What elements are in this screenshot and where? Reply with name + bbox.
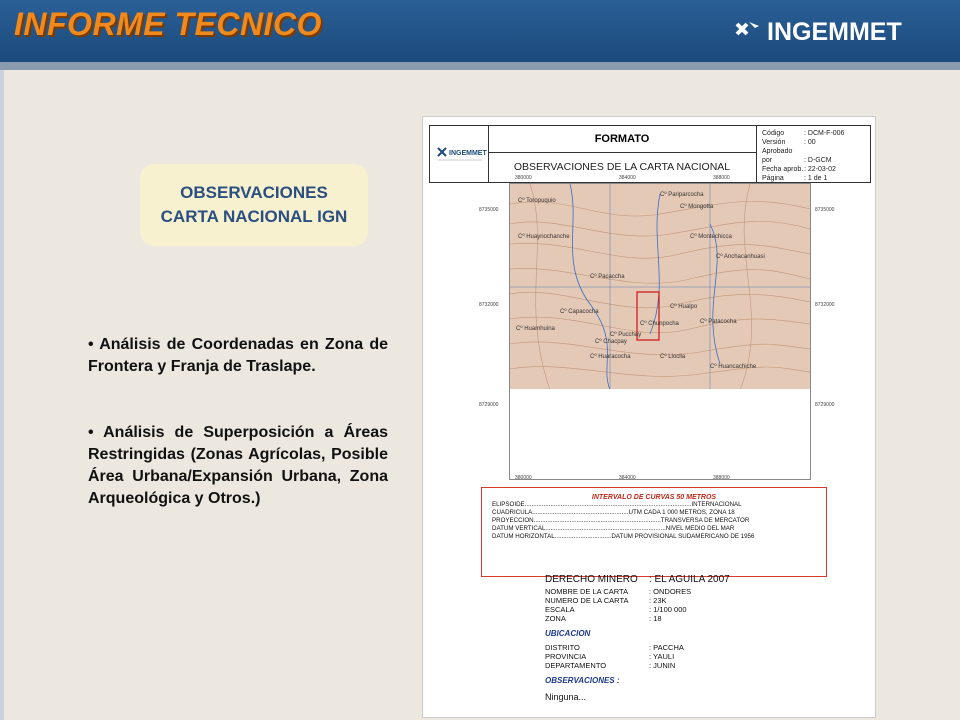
format-document: INGEMMET FORMATO OBSERVACIONES DE LA CARTA NACIONAL Código : DCM-F-006 Versión : 00 Aprobado por : D-GCM Fecha aprob.: 22-03-02 Página : 1 de 1 Cº Toropuquio Cº Huaynochanche Cº Pacaccha Cº Capacocha Cº Chunpocha Cº Pariparcocha Cº Pucchay Cº Huamhuina Cº Huaracocha Cº Anchacanhuasi Cº Patacocha Cº Chacpay Cº Huancachiche Cº Lloclla Cº Mongotta Cº Montechicca Cº Hualpo 380000 384000 388000 380000 384000 388000 8735000 8732000 8729000 8735000 8732000 8729000 INTERVALO DE CURVAS 50 METROS ELIPSOIDE.................................................................................................INTERNACIONAL CUADRICULA........................................................UTM CADA 1 000 METROS, ZONA 18 PROYECCION..........................................................................TRANSVERSA DE MERCATOR DATUM VERTICAL......................................................................NIVEL MEDIO DEL MAR DATUM HORIZONTAL.................................DATUM PROVISIONAL SUDAMERICANO DE 1956 DERECHO MINERO : EL AGUILA 2007 NOMBRE DE LA CARTA : ONDORES NUMERO DE LA CARTA : 23K ESCALA : 1/100 000 ZONA : 18 UBICACION DISTRITO : PACCHA PROVINCIA : YAULI DEPARTAMENTO : JUNIN OBSERVACIONES : Ninguna...: [422, 116, 876, 718]
carta-row: ESCALA : 1/100 000: [545, 605, 687, 614]
derecho-minero: DERECHO MINERO : EL AGUILA 2007: [545, 574, 730, 585]
carta-row: NOMBRE DE LA CARTA : ONDORES: [545, 587, 692, 596]
slide-title: INFORME TECNICO: [14, 6, 322, 42]
header-bar: [0, 0, 960, 62]
ubicacion-row: PROVINCIA : YAULI: [545, 652, 675, 661]
format-header-table: [429, 125, 871, 183]
curvas-row: DATUM VERTICAL......................................................................NIVEL MEDIO DEL MAR: [492, 525, 735, 532]
carta-row: NUMERO DE LA CARTA : 23K: [545, 596, 667, 605]
bullet-item: • Análisis de Superposición a Áreas Restringidas (Zonas Agrícolas, Posible Área Urbana/Expansión Urbana, Zona Arqueológica y Otros.): [88, 424, 389, 507]
curvas-title: INTERVALO DE CURVAS 50 METROS: [591, 494, 717, 501]
curvas-row: DATUM HORIZONTAL.................................DATUM PROVISIONAL SUDAMERICANO DE 1956: [492, 533, 755, 540]
svg-text:INGEMMET: INGEMMET: [449, 150, 487, 157]
logo-text: INGEMMET: [767, 18, 902, 46]
format-title: FORMATO: [488, 126, 756, 153]
observaciones-value: Ninguna...: [545, 692, 587, 702]
curvas-row: PROYECCION..........................................................................TRANSVERSA DE MERCATOR: [492, 517, 750, 524]
obs-line2: CARTA NACIONAL IGN: [160, 207, 348, 226]
meta-row: Fecha aprob.: 22-03-02: [762, 166, 836, 173]
pickaxe-icon: [735, 20, 763, 42]
side-line: [0, 70, 4, 720]
ingemmet-small-logo: [430, 126, 489, 182]
meta-row: Aprobado por : D-GCM: [762, 148, 832, 164]
ubicacion-row: DEPARTAMENTO : JUNIN: [545, 661, 676, 670]
bullet-list: [88, 334, 388, 554]
derecho-info: [545, 573, 730, 704]
curvas-box: [481, 487, 827, 577]
curvas-row: ELIPSOIDE.................................................................................................INTERNACIONAL: [492, 501, 742, 508]
observaciones-box: [140, 164, 368, 246]
obs-line1: OBSERVACIONES: [180, 183, 328, 202]
header-stripe: [0, 62, 960, 70]
carta-row: ZONA : 18: [545, 614, 662, 623]
meta-row: Código : DCM-F-006: [762, 130, 845, 137]
topographic-map: Cº Toropuquio Cº Huaynochanche Cº Pacaccha Cº Capacocha Cº Chunpocha Cº Pariparcocha Cº Pucchay Cº Huamhuina Cº Huaracocha Cº Anchacanhuasi Cº Patacocha Cº Chacpay Cº Huancachiche Cº Lloclla Cº Mongotta Cº Montechicca Cº Hualpo: [509, 183, 811, 391]
ubicacion-row: DISTRITO : PACCHA: [545, 643, 684, 652]
meta-row: Versión : 00: [762, 139, 816, 146]
ubicacion-title: UBICACION: [545, 629, 591, 638]
map-lower-area: [509, 389, 811, 480]
format-subtitle: OBSERVACIONES DE LA CARTA NACIONAL: [513, 161, 731, 173]
observaciones-title: OBSERVACIONES :: [545, 676, 620, 685]
curvas-row: CUADRICULA........................................................UTM CADA 1 000 METROS, ZONA 18: [492, 509, 735, 516]
bullet-item: • Análisis de Coordenadas en Zona de Frontera y Franja de Traslape.: [88, 336, 389, 375]
meta-row: Página : 1 de 1: [762, 175, 828, 182]
format-meta: [762, 129, 844, 183]
